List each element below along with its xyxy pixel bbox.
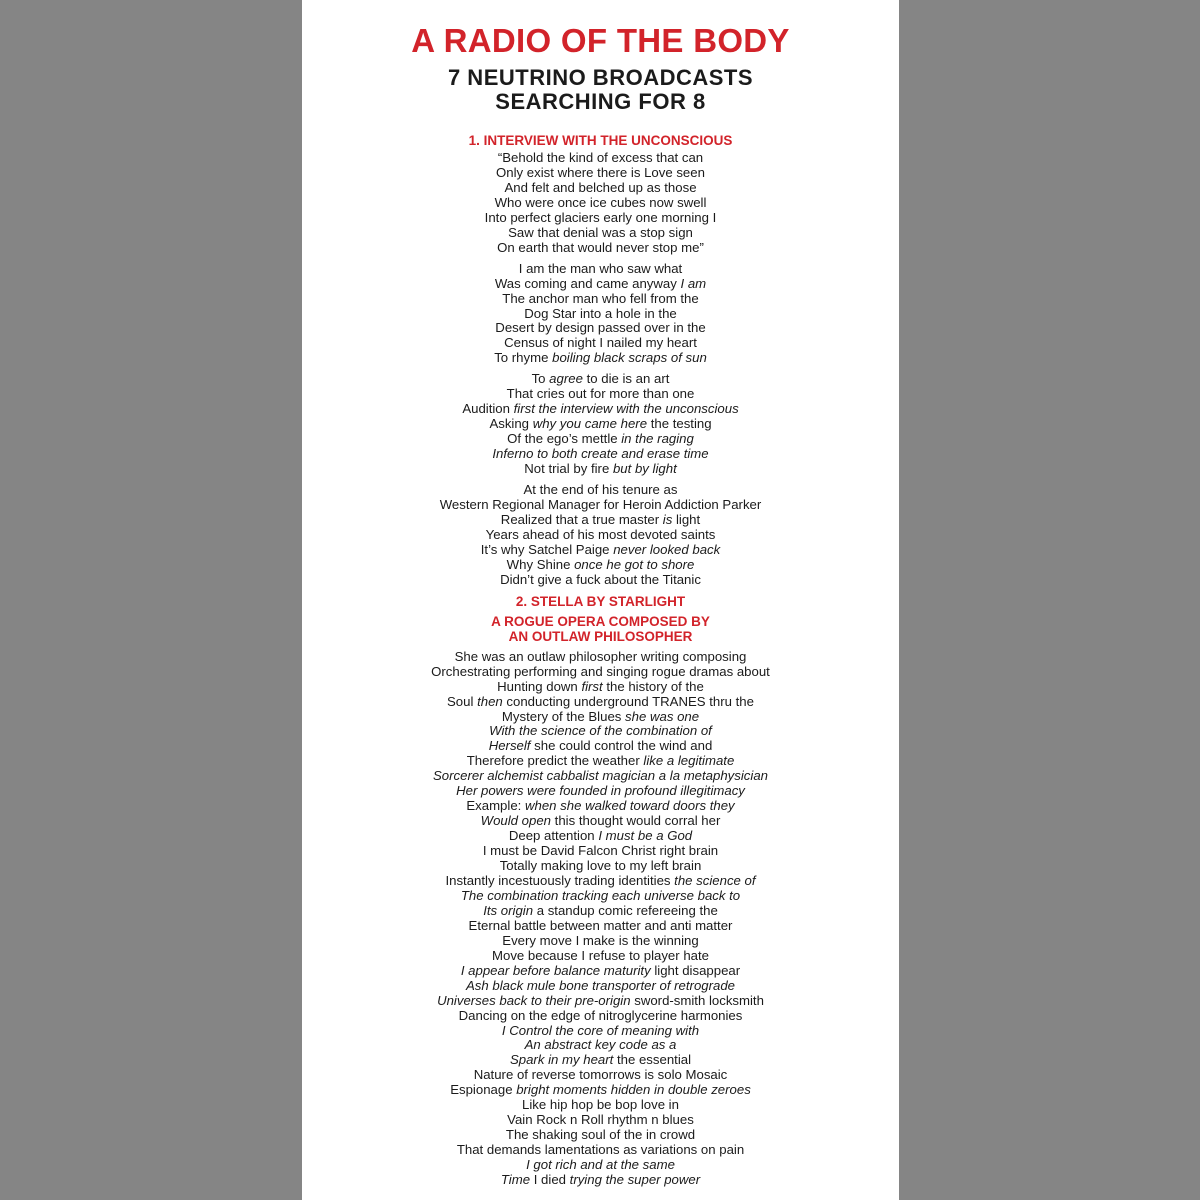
italic-text: the science of	[674, 872, 756, 888]
italic-text: once he got to shore	[574, 556, 695, 572]
stanza	[302, 483, 899, 588]
poem-body	[302, 133, 899, 1188]
text: the testing	[647, 416, 712, 432]
poem-line	[302, 1024, 899, 1039]
poem-line	[302, 650, 899, 665]
italic-text: but by light	[612, 461, 677, 477]
italic-text: first	[581, 678, 603, 694]
poem-line	[302, 1098, 899, 1113]
text: sword-smith locksmith	[630, 992, 764, 1008]
text: I died	[530, 1172, 570, 1188]
section-subheading	[302, 614, 899, 644]
poem-line	[302, 1053, 899, 1068]
section-heading: 2. STELLA BY STARLIGHT	[515, 593, 686, 609]
poem-line	[302, 528, 899, 543]
poem-line	[302, 277, 899, 292]
text: On earth that would never stop me”	[497, 239, 704, 255]
italic-text: Her powers were founded in profound illegitimacy	[456, 783, 745, 799]
text: Therefore predict the weather	[466, 753, 644, 769]
poem-line	[302, 964, 899, 979]
subtitle-line: SEARCHING FOR 8	[495, 89, 706, 114]
italic-text: I Control the core of meaning with	[501, 1022, 700, 1038]
italic-text: I got rich and at the same	[526, 1157, 675, 1173]
poem-line	[302, 949, 899, 964]
italic-text: An abstract key code as a	[524, 1037, 677, 1053]
poem-line	[302, 211, 899, 226]
text: Mystery of the Blues	[501, 708, 626, 724]
text: “Behold the kind of excess that can	[497, 150, 704, 165]
italic-text: when she walked toward doors they	[524, 798, 735, 814]
poem-line	[302, 336, 899, 351]
poem-line	[302, 498, 899, 513]
poem-line	[302, 1038, 899, 1053]
poem-line	[302, 432, 899, 447]
text: The shaking soul of the in crowd	[505, 1127, 696, 1143]
text: And felt and belched up as those	[504, 179, 697, 195]
italic-text: then	[477, 693, 503, 709]
poem-line	[302, 844, 899, 859]
poem-line	[302, 462, 899, 477]
text: Like hip hop be bop love in	[522, 1097, 679, 1113]
poem-section	[302, 594, 899, 1188]
poem-line	[302, 241, 899, 256]
text: Was coming and came anyway	[494, 275, 681, 291]
text: That cries out for more than one	[506, 386, 695, 402]
poem-line	[302, 387, 899, 402]
text: Instantly incestuously trading identities	[445, 872, 675, 888]
italic-text: The combination tracking each universe back to	[460, 887, 741, 903]
poem-line	[302, 859, 899, 874]
text: Of the ego’s mettle	[507, 431, 622, 447]
text: Eternal battle between matter and anti matter	[468, 917, 733, 933]
italic-text: I appear before balance maturity	[460, 962, 651, 978]
poem-line	[302, 739, 899, 754]
poem-line	[302, 934, 899, 949]
subheading-line: AN OUTLAW PHILOSOPHER	[508, 628, 693, 644]
text: Soul	[447, 693, 478, 709]
poem-line	[302, 372, 899, 387]
italic-text: agree	[549, 371, 583, 387]
poem-line	[302, 1009, 899, 1024]
text: Desert by design passed over in the	[495, 320, 706, 336]
poem-subtitle	[302, 66, 899, 114]
italic-text: Ash black mule bone transporter of retrograde	[465, 977, 736, 993]
text: To	[531, 371, 550, 387]
text: Didn’t give a fuck about the Titanic	[500, 571, 701, 587]
italic-text: in the raging	[621, 431, 694, 447]
text: She was an outlaw philosopher writing composing	[454, 648, 747, 664]
poem-line	[302, 292, 899, 307]
stanza	[302, 151, 899, 256]
text: conducting underground TRANES thru the	[502, 693, 754, 709]
italic-text: Its origin	[483, 902, 534, 918]
poem-line	[302, 1128, 899, 1143]
poem-title: A RADIO OF THE BODY	[411, 22, 790, 59]
text: Move because I refuse to player hate	[492, 947, 709, 963]
poem-line	[302, 1143, 899, 1158]
italic-text: bright moments hidden in double zeroes	[516, 1082, 751, 1098]
text: light	[672, 511, 701, 527]
subtitle-line: 7 NEUTRINO BROADCASTS	[447, 65, 754, 90]
poem-line	[302, 874, 899, 889]
text: light disappear	[650, 962, 741, 978]
stanza	[302, 650, 899, 1188]
text: Not trial by fire	[524, 461, 613, 477]
poem-line	[302, 558, 899, 573]
text: Every move I make is the winning	[502, 932, 699, 948]
poem-line	[302, 665, 899, 680]
poem-line	[302, 1083, 899, 1098]
poem-line	[302, 483, 899, 498]
poem-line	[302, 262, 899, 277]
italic-text: Herself	[488, 738, 531, 754]
italic-text: I must be a God	[598, 828, 693, 844]
poem-line	[302, 994, 899, 1009]
text: Example:	[466, 798, 525, 814]
poem-line	[302, 543, 899, 558]
poem-line	[302, 166, 899, 181]
poem-line	[302, 307, 899, 322]
italic-text: Spark in my heart	[509, 1052, 614, 1068]
text: Orchestrating performing and singing rogue dramas about	[431, 663, 770, 679]
text: Western Regional Manager for Heroin Addiction Parker	[439, 496, 762, 512]
text: Deep attention	[508, 828, 599, 844]
text: Audition	[462, 401, 514, 417]
text: this thought would corral her	[551, 813, 721, 829]
text: Totally making love to my left brain	[499, 858, 702, 874]
italic-text: like a legitimate	[643, 753, 735, 769]
italic-text: boiling black scraps of sun	[552, 350, 707, 366]
poem-line	[302, 447, 899, 462]
italic-text: she was one	[625, 708, 700, 724]
poem-line	[302, 724, 899, 739]
text: she could control the wind and	[530, 738, 713, 754]
poem-line	[302, 181, 899, 196]
poem-line	[302, 417, 899, 432]
italic-text: Would open	[480, 813, 552, 829]
poem-line	[302, 754, 899, 769]
poem-line	[302, 321, 899, 336]
poem-line	[302, 1158, 899, 1173]
poem-line	[302, 710, 899, 725]
poem-line	[302, 904, 899, 919]
text: Census of night I nailed my heart	[504, 335, 697, 351]
poem-line	[302, 799, 899, 814]
italic-text: I am	[680, 275, 707, 291]
italic-text: Inferno to both create and erase time	[492, 446, 709, 462]
poem-line	[302, 1173, 899, 1188]
text: Hunting down	[497, 678, 582, 694]
text: At the end of his tenure as	[523, 482, 678, 498]
text: Saw that denial was a stop sign	[508, 224, 693, 240]
poem-page	[302, 0, 899, 1200]
poem-line	[302, 1068, 899, 1083]
poem-line	[302, 573, 899, 588]
text: Who were once ice cubes now swell	[494, 194, 707, 210]
text: Dancing on the edge of nitroglycerine harmonies	[458, 1007, 743, 1023]
italic-text: With the science of the combination of	[489, 723, 712, 739]
subheading-line: A ROGUE OPERA COMPOSED BY	[491, 613, 710, 629]
poem-line	[302, 829, 899, 844]
section-heading: 1. INTERVIEW WITH THE UNCONSCIOUS	[468, 133, 733, 148]
text: Why Shine	[506, 556, 575, 572]
text: Only exist where there is Love seen	[496, 164, 705, 180]
poem-line	[302, 695, 899, 710]
text: The anchor man who fell from the	[502, 290, 699, 306]
poem-line	[302, 196, 899, 211]
text: Asking	[489, 416, 533, 432]
italic-text: is	[662, 511, 673, 527]
italic-text: Sorcerer alchemist cabbalist magician a la metaphysician	[433, 768, 768, 784]
italic-text: why you came here	[532, 416, 648, 432]
text: Vain Rock n Roll rhythm n blues	[507, 1112, 694, 1128]
italic-text: Universes back to their pre-origin	[437, 992, 631, 1008]
poem-line	[302, 351, 899, 366]
italic-text: trying the super power	[569, 1172, 701, 1188]
poem-line	[302, 784, 899, 799]
text: Years ahead of his most devoted saints	[485, 526, 716, 542]
poem-line	[302, 513, 899, 528]
poem-line	[302, 402, 899, 417]
poem-line	[302, 979, 899, 994]
italic-text: never looked back	[613, 541, 721, 557]
poem-line	[302, 769, 899, 784]
poem-line	[302, 226, 899, 241]
text: the essential	[613, 1052, 692, 1068]
text: Espionage	[450, 1082, 517, 1098]
poem-line	[302, 814, 899, 829]
text: I must be David Falcon Christ right brain	[482, 843, 719, 859]
text: To rhyme	[494, 350, 553, 366]
poem-section	[302, 133, 899, 588]
text: I am the man who saw what	[518, 260, 683, 276]
stanza	[302, 262, 899, 367]
text: a standup comic refereeing the	[533, 902, 718, 918]
italic-text: first the interview with the unconscious	[513, 401, 739, 417]
text: It’s why Satchel Paige	[480, 541, 614, 557]
text: to die is an art	[582, 371, 670, 387]
text: Into perfect glaciers early one morning I	[484, 209, 717, 225]
poem-line	[302, 919, 899, 934]
text: Realized that a true master	[500, 511, 663, 527]
stanza	[302, 372, 899, 477]
text: Nature of reverse tomorrows is solo Mosaic	[473, 1067, 728, 1083]
text: That demands lamentations as variations on pain	[456, 1142, 745, 1158]
italic-text: Time	[500, 1172, 531, 1188]
poem-line	[302, 151, 899, 166]
text: Dog Star into a hole in the	[524, 305, 677, 321]
poem-line	[302, 889, 899, 904]
poem-line	[302, 680, 899, 695]
text: the history of the	[602, 678, 704, 694]
poem-line	[302, 1113, 899, 1128]
